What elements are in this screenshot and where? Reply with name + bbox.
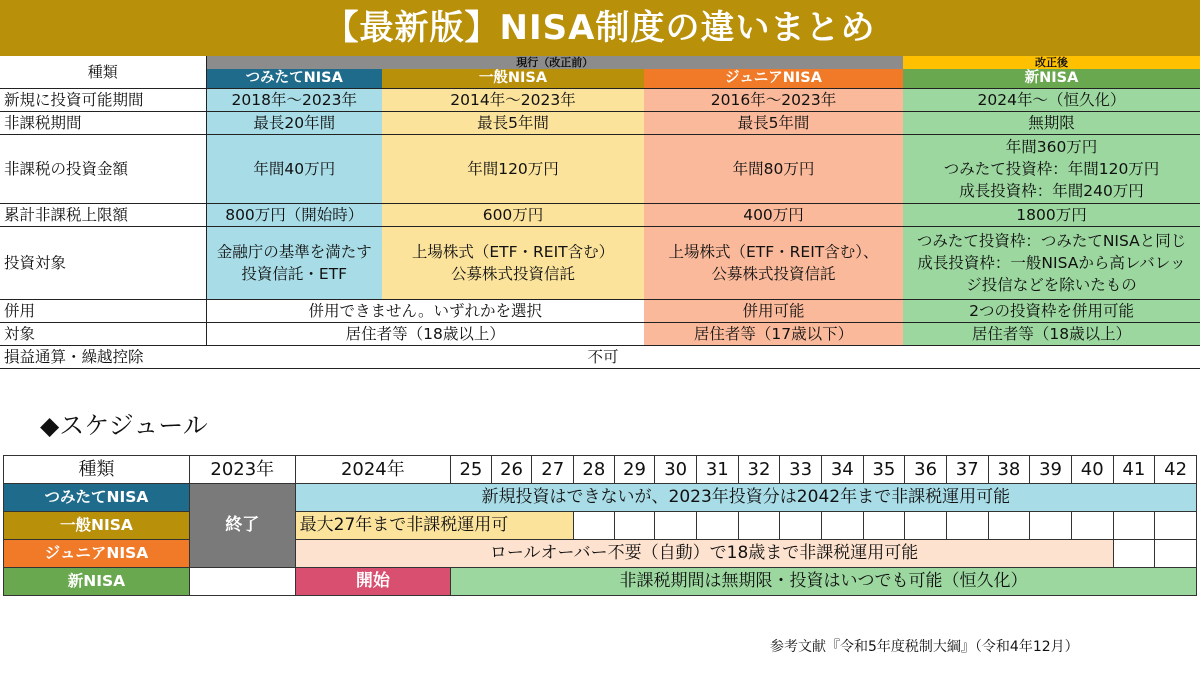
empty-cell — [574, 512, 615, 540]
table-cell: 最長5年間 — [382, 112, 644, 135]
cell-line: 成長投資枠：年間240万円 — [959, 182, 1144, 200]
row-label: 併用 — [0, 300, 206, 323]
schedule-header-year: 37 — [946, 456, 988, 484]
table-cell: 2018年～2023年 — [206, 89, 382, 112]
schedule-label-tsumitate: つみたてNISA — [4, 484, 190, 512]
schedule-header-year: 38 — [988, 456, 1030, 484]
schedule-header-2024: 2024年 — [295, 456, 450, 484]
empty-cell — [821, 512, 863, 540]
row-label: 累計非課税上限額 — [0, 204, 206, 227]
header-kind: 種類 — [0, 56, 206, 89]
schedule-header-2023: 2023年 — [189, 456, 295, 484]
row-label: 投資対象 — [0, 227, 206, 300]
schedule-header-year: 25 — [451, 456, 492, 484]
cell-line: 公募株式投資信託 — [450, 265, 575, 283]
table-cell: 400万円 — [644, 204, 903, 227]
empty-cell — [1071, 512, 1113, 540]
table-cell: 800万円（開始時） — [206, 204, 382, 227]
table-cell: 600万円 — [382, 204, 644, 227]
header-ippan-nisa: 一般NISA — [382, 69, 644, 89]
table-cell — [903, 135, 1200, 204]
schedule-header-year: 33 — [780, 456, 822, 484]
schedule-bar-new: 非課税期間は無期限・投資はいつでも可能（恒久化） — [451, 568, 1197, 596]
schedule-header-year: 30 — [655, 456, 697, 484]
schedule-header-year: 27 — [532, 456, 574, 484]
schedule-header-kind: 種類 — [4, 456, 190, 484]
schedule-title: ◆スケジュール — [40, 411, 208, 440]
table-cell: 年間80万円 — [644, 135, 903, 204]
start-badge: 開始 — [295, 568, 450, 596]
schedule-header-year: 40 — [1071, 456, 1113, 484]
row-label: 非課税の投資金額 — [0, 135, 206, 204]
header-after: 改正後 — [903, 56, 1200, 69]
table-cell: 最長5年間 — [644, 112, 903, 135]
reference-note: 参考文献『令和5年度税制大綱』（令和4年12月） — [770, 639, 1079, 655]
table-cell — [206, 227, 382, 300]
empty-cell — [780, 512, 822, 540]
schedule-header-year: 28 — [574, 456, 615, 484]
schedule-header-year: 41 — [1113, 456, 1155, 484]
table-cell: 居住者等（18歳以上） — [206, 323, 644, 346]
empty-cell — [1155, 540, 1197, 568]
empty-cell — [863, 512, 905, 540]
schedule-bar-ippan: 最大27年まで非課税運用可 — [295, 512, 573, 540]
row-label: 新規に投資可能期間 — [0, 89, 206, 112]
schedule-table — [3, 455, 1197, 596]
schedule-header-year: 31 — [696, 456, 738, 484]
cell-line: 投資信託・ETF — [241, 265, 348, 283]
header-junior-nisa: ジュニアNISA — [644, 69, 903, 89]
empty-cell — [905, 512, 947, 540]
ended-badge: 終了 — [189, 484, 295, 568]
cell-line: 年間360万円 — [1005, 138, 1098, 156]
table-cell: 併用できません。いずれかを選択 — [206, 300, 644, 323]
empty-cell — [1113, 512, 1155, 540]
empty-cell — [189, 568, 295, 596]
table-cell: 最長20年間 — [206, 112, 382, 135]
table-cell: 無期限 — [903, 112, 1200, 135]
empty-cell — [988, 512, 1030, 540]
row-label: 損益通算・繰越控除 — [0, 346, 206, 369]
table-cell — [903, 227, 1200, 300]
empty-cell — [738, 512, 780, 540]
schedule-header-year: 42 — [1155, 456, 1197, 484]
cell-line: 成長投資枠：一般NISAから高レバレッ — [917, 254, 1186, 272]
schedule-bar-junior: ロールオーバー不要（自動）で18歳まで非課税運用可能 — [295, 540, 1113, 568]
row-label: 対象 — [0, 323, 206, 346]
empty-cell — [614, 512, 655, 540]
table-cell: 2016年～2023年 — [644, 89, 903, 112]
schedule-header-year: 29 — [614, 456, 655, 484]
schedule-header-year: 34 — [821, 456, 863, 484]
cell-line: 上場株式（ETF・REIT含む）、 — [668, 243, 879, 261]
schedule-header-year: 26 — [491, 456, 532, 484]
empty-cell — [655, 512, 697, 540]
table-cell: 居住者等（18歳以上） — [903, 323, 1200, 346]
empty-cell — [1155, 512, 1197, 540]
table-cell: 年間120万円 — [382, 135, 644, 204]
table-cell — [382, 227, 644, 300]
table-cell: 居住者等（17歳以下） — [644, 323, 903, 346]
schedule-bar-tsumitate: 新規投資はできないが、2023年投資分は2042年まで非課税運用可能 — [295, 484, 1196, 512]
table-cell: 不可 — [206, 346, 1200, 369]
table-cell: 2024年～（恒久化） — [903, 89, 1200, 112]
schedule-header-year: 35 — [863, 456, 905, 484]
table-cell: 年間40万円 — [206, 135, 382, 204]
table-cell: 2つの投資枠を併用可能 — [903, 300, 1200, 323]
header-new-nisa: 新NISA — [903, 69, 1200, 89]
cell-line: ジ投信などを除いたもの — [966, 276, 1137, 294]
cell-line: 公募株式投資信託 — [711, 265, 836, 283]
cell-line: つみたて投資枠：年間120万円 — [943, 160, 1160, 178]
schedule-header-year: 32 — [738, 456, 780, 484]
schedule-label-new: 新NISA — [4, 568, 190, 596]
cell-line: 上場株式（ETF・REIT含む） — [411, 243, 615, 261]
schedule-header-year: 39 — [1030, 456, 1072, 484]
header-tsumitate-nisa: つみたてNISA — [206, 69, 382, 89]
comparison-table — [0, 56, 1200, 369]
empty-cell — [696, 512, 738, 540]
schedule-label-junior: ジュニアNISA — [4, 540, 190, 568]
schedule-header-year: 36 — [905, 456, 947, 484]
table-cell — [644, 227, 903, 300]
cell-line: つみたて投資枠：つみたてNISAと同じ — [916, 232, 1187, 250]
page-title: 【最新版】NISA制度の違いまとめ — [0, 0, 1200, 56]
schedule-label-ippan: 一般NISA — [4, 512, 190, 540]
empty-cell — [946, 512, 988, 540]
table-cell: 2014年～2023年 — [382, 89, 644, 112]
empty-cell — [1030, 512, 1072, 540]
empty-cell — [1113, 540, 1155, 568]
table-cell: 併用可能 — [644, 300, 903, 323]
cell-line: 金融庁の基準を満たす — [216, 243, 372, 261]
table-cell: 1800万円 — [903, 204, 1200, 227]
header-current: 現行（改正前） — [206, 56, 903, 69]
row-label: 非課税期間 — [0, 112, 206, 135]
